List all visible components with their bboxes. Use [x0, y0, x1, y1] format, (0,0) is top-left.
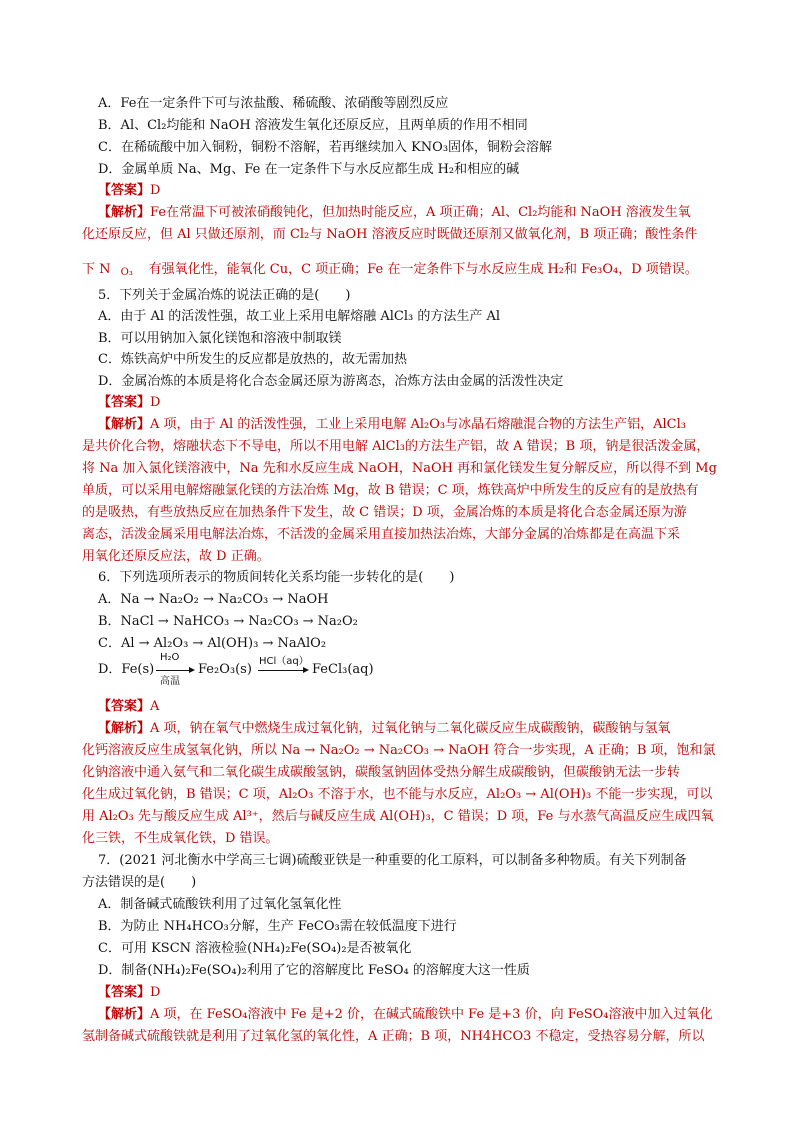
analysis-tag: 【解析】	[98, 721, 151, 736]
analysis-q5-line5: 的是吸热，有些放热反应在加热条件下发生，故 C 错误；D 项，金属冶炼的本质是将化合态金属还原为游	[82, 505, 687, 520]
option-a-q5: A．由于 Al 的活泼性强，故工业上采用电解熔融 AlCl₃ 的方法生产 Al	[98, 309, 501, 324]
reaction-arrow-2	[258, 670, 304, 671]
answer-tag: 【答案】	[98, 183, 151, 198]
analysis-q6-line5: 用 Al₂O₃ 先与酸反应生成 Al³⁺，然后与碱反应生成 Al(OH)₃，C 错误；D 项，Fe 与水蒸气高温反应生成四氧	[82, 809, 714, 824]
condition-hcl: HCl（aq）	[259, 656, 309, 667]
option-d-q7: D．制备(NH₄)₂Fe(SO₄)₂利用了它的溶解度比 FeSO₄ 的溶解度大这一性质	[98, 963, 530, 978]
answer-value: D	[150, 985, 161, 1000]
analysis-tag: 【解析】	[98, 417, 151, 432]
option-b-q7: B．为防止 NH₄HCO₃分解，生产 FeCO₃需在较低温度下进行	[98, 919, 457, 934]
analysis-text: 有强氧化性，能氧化 Cu，C 项正确；Fe 在一定条件下与水反应生成 H₂和 Fe₃O₄，D 项错误。	[148, 262, 698, 277]
question-7-cont: 方法错误的是( )	[82, 875, 197, 890]
condition-high-temp: 高温	[160, 676, 180, 687]
answer-value: D	[150, 183, 161, 198]
nitrate-suffix: O₃	[120, 267, 133, 278]
answer-tag: 【答案】	[98, 985, 151, 1000]
option-b-q5: B．可以用钠加入氯化镁饱和溶液中制取镁	[98, 331, 342, 346]
analysis-text: 下 N	[82, 262, 111, 277]
answer-tag: 【答案】	[98, 395, 151, 410]
option-c-q6: C．Al → Al₂O₃ → Al(OH)₃ → NaAlO₂	[98, 636, 327, 651]
analysis-q6-line3: 化钠溶液中通入氨气和二氧化碳生成碳酸氢钠，碳酸氢钠固体受热分解生成碳酸钠，但碳酸钠无法一步转	[82, 765, 681, 780]
arrow-head-1	[189, 667, 195, 673]
option-a-q4: A．Fe在一定条件下可与浓盐酸、稀硫酸、浓硝酸等剧烈反应	[98, 96, 449, 111]
analysis-q7-line1	[98, 1005, 712, 1025]
reaction-arrow-1	[156, 670, 190, 671]
option-b-q4: B．Al、Cl₂均能和 NaOH 溶液发生氧化还原反应，且两单质的作用不相同	[98, 118, 528, 133]
analysis-text: A 项，钠在氧气中燃烧生成过氧化钠，过氧化钠与二氧化碳反应生成碳酸钠，碳酸钠与氢氧	[150, 721, 671, 736]
analysis-q5-line6: 离态，活泼金属采用电解法冶炼，不活泼的金属采用直接加热法冶炼，大部分金属的冶炼都是在高温下采	[82, 527, 681, 542]
analysis-q6-line2: 化钙溶液反应生成氢氧化钠，所以 Na → Na₂O₂ → Na₂CO₃ → NaOH 符合一步实现，A 正确；B 项，饱和氯	[82, 743, 716, 758]
arrow-head-2	[303, 667, 309, 673]
analysis-text: A 项，由于 Al 的活泼性强，工业上采用电解 Al₂O₃与冰晶石熔融混合物的方法生产铝，AlCl₃	[150, 417, 686, 432]
answer-q7	[98, 983, 160, 1003]
question-6: 6．下列选项所表示的物质间转化关系均能一步转化的是( )	[98, 570, 455, 585]
analysis-q6-line4: 化生成过氧化钠，B 错误；C 项，Al₂O₃ 不溶于水，也不能与水反应，Al₂O₃ → Al(OH)₃ 不能一步实现，可以	[82, 787, 713, 802]
analysis-q5-line1	[98, 415, 686, 435]
analysis-q4-line1	[98, 203, 691, 223]
analysis-q6-line1	[98, 719, 671, 739]
option-a-q6: A．Na → Na₂O₂ → Na₂CO₃ → NaOH	[98, 592, 329, 607]
analysis-q5-line7: 用氧化还原反应法，故 D 正确。	[82, 549, 270, 564]
analysis-q4-line2: 化还原反应，但 Al 只做还原剂，而 Cl₂与 NaOH 溶液反应时既做还原剂又做氧化剂，B 项正确；酸性条件	[82, 227, 698, 242]
answer-tag: 【答案】	[98, 699, 151, 714]
product-fecl3: FeCl₃(aq)	[312, 662, 374, 677]
option-c-q5: C．炼铁高炉中所发生的反应都是放热的，故无需加热	[98, 352, 407, 367]
analysis-tag: 【解析】	[98, 205, 151, 220]
analysis-q5-line3: 将 Na 加入氯化镁溶液中，Na 先和水反应生成 NaOH，NaOH 再和氯化镁发生复分解反应，所以得不到 Mg	[82, 461, 717, 476]
option-c-q7: C．可用 KSCN 溶液检验(NH₄)₂Fe(SO₄)₂是否被氧化	[98, 941, 412, 956]
analysis-text: A 项，在 FeSO₄溶液中 Fe 是+2 价，在碱式硫酸铁中 Fe 是+3 价，向 FeSO₄溶液中加入过氧化	[150, 1007, 713, 1022]
analysis-q7-line2: 氢制备碱式硫酸铁就是利用了过氧化氢的氧化性，A 正确；B 项，NH4HCO3 不稳定，受热容易分解，所以	[82, 1029, 705, 1044]
answer-q5	[98, 393, 160, 413]
condition-h2o: H₂O	[160, 652, 180, 663]
analysis-q5-line4: 单质，可以采用电解熔融氯化镁的方法冶炼 Mg，故 B 错误；C 项，炼铁高炉中所发生的反应有的是放热有	[82, 483, 699, 498]
answer-q6	[98, 697, 159, 717]
question-7: 7．(2021 河北衡水中学高三七调)硫酸亚铁是一种重要的化工原料，可以制备多种物质。有关下列制备	[98, 853, 687, 868]
answer-q4	[98, 181, 160, 201]
option-a-q7: A．制备碱式硫酸铁利用了过氧化氢氧化性	[98, 897, 342, 912]
option-b-q6: B．NaCl → NaHCO₃ → Na₂CO₃ → Na₂O₂	[98, 614, 358, 629]
analysis-q6-line6: 化三铁，不生成氧化铁，D 错误。	[82, 831, 279, 846]
question-5: 5．下列关于金属冶炼的说法正确的是( )	[98, 288, 351, 303]
analysis-q4-line3	[82, 260, 698, 280]
option-d-q4: D．金属单质 Na、Mg、Fe 在一定条件下与水反应都生成 H₂和相应的碱	[98, 162, 520, 177]
analysis-tag: 【解析】	[98, 1007, 151, 1022]
product-fe2o3: Fe₂O₃(s)	[198, 662, 252, 677]
reactant-fe: D．Fe(s)	[98, 662, 155, 677]
option-c-q4: C．在稀硫酸中加入铜粉，铜粉不溶解，若再继续加入 KNO₃固体，铜粉会溶解	[98, 140, 553, 155]
answer-value: D	[150, 395, 161, 410]
analysis-q5-line2: 是共价化合物，熔融状态下不导电，所以不用电解 AlCl₃的方法生产铝，故 A 错误；B 项，钠是很活泼金属，	[82, 439, 710, 454]
answer-value: A	[150, 699, 160, 714]
analysis-text: Fe在常温下可被浓硝酸钝化，但加热时能反应，A 项正确；Al、Cl₂均能和 NaOH 溶液发生氧	[150, 205, 691, 220]
option-d-q5: D．金属冶炼的本质是将化合态金属还原为游离态，冶炼方法由金属的活泼性决定	[98, 374, 564, 389]
